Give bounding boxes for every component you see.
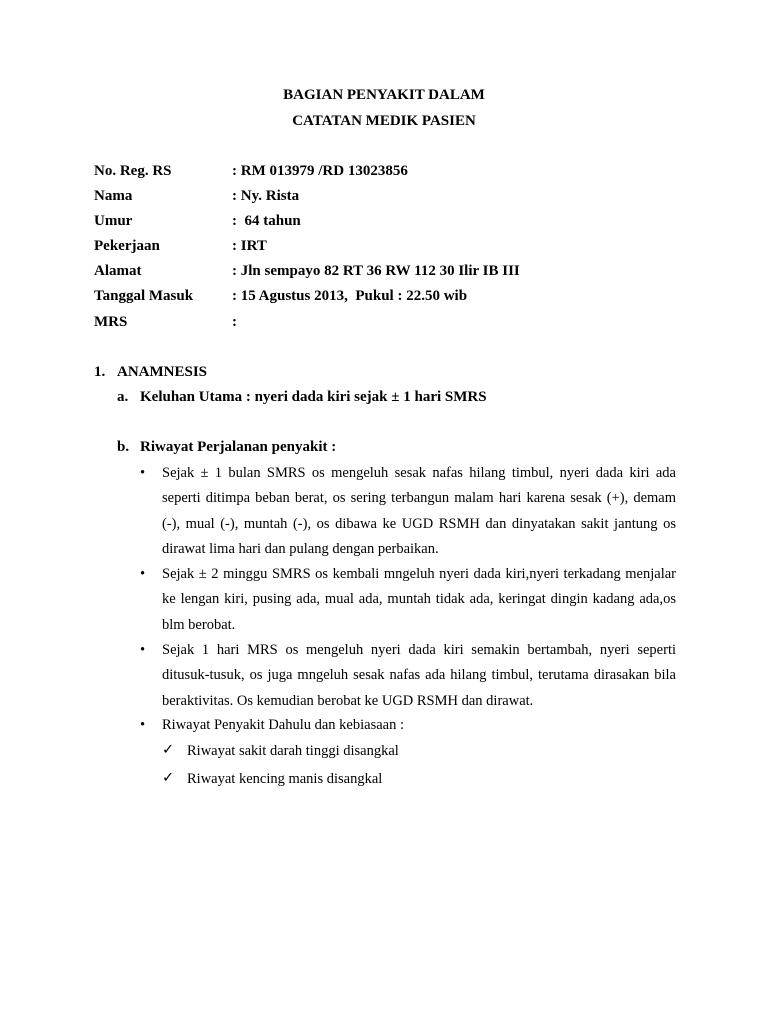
bullet-icon: • bbox=[140, 642, 146, 658]
field-label-name: Nama bbox=[94, 188, 133, 204]
bullet-icon: • bbox=[140, 465, 146, 481]
history-item-hypertension: Riwayat sakit darah tinggi disangkal bbox=[187, 743, 399, 759]
history-paragraph-1: Sejak ± 1 bulan SMRS os mengeluh sesak nafas hilang timbul, nyeri dada kiri ada seperti ditimpa beban berat, os sering terbangun malam hari karena sesak (+), demam (-), mual (-), muntah (-), os dibawa ke UGD RSMH dan dinyatakan sakit jantung os dirawat lima hari dan pulang dengan perbaikan. bbox=[162, 465, 676, 557]
bullet-icon: • bbox=[140, 566, 146, 582]
item-a-marker: a. bbox=[117, 389, 129, 405]
field-value-admission: : 15 Agustus 2013, Pukul : 22.50 wib bbox=[232, 288, 468, 304]
field-label-age: Umur bbox=[94, 213, 133, 229]
field-label-job: Pekerjaan bbox=[94, 238, 160, 254]
item-b-marker: b. bbox=[117, 439, 130, 455]
check-icon: ✓ bbox=[162, 742, 175, 758]
field-value-age: : 64 tahun bbox=[232, 213, 301, 229]
bullet-icon: • bbox=[140, 717, 146, 733]
record-title: CATATAN MEDIK PASIEN bbox=[292, 113, 476, 129]
check-icon: ✓ bbox=[162, 770, 175, 786]
section-title-anamnesis: ANAMNESIS bbox=[117, 364, 208, 380]
past-history-heading: Riwayat Penyakit Dahulu dan kebiasaan : bbox=[162, 717, 405, 733]
field-value-mrs: : bbox=[232, 314, 237, 330]
field-label-address: Alamat bbox=[94, 263, 142, 279]
field-label-mrs: MRS bbox=[94, 314, 128, 330]
field-label-reg: No. Reg. RS bbox=[94, 163, 172, 179]
history-heading: Riwayat Perjalanan penyakit : bbox=[140, 439, 337, 455]
department-title: BAGIAN PENYAKIT DALAM bbox=[283, 87, 485, 103]
field-label-admission: Tanggal Masuk bbox=[94, 288, 194, 304]
section-number: 1. bbox=[94, 364, 106, 380]
field-value-reg: : RM 013979 /RD 13023856 bbox=[232, 163, 408, 179]
chief-complaint: Keluhan Utama : nyeri dada kiri sejak ± 1 hari SMRS bbox=[140, 389, 487, 405]
field-value-address: : Jln sempayo 82 RT 36 RW 112 30 Ilir IB III bbox=[232, 263, 520, 279]
history-paragraph-2: Sejak ± 2 minggu SMRS os kembali mngeluh nyeri dada kiri,nyeri terkadang menjalar ke lengan kiri, pusing ada, mual ada, muntah tidak ada, keringat dingin kadang ada,os blm berobat. bbox=[162, 566, 676, 633]
field-value-name: : Ny. Rista bbox=[232, 188, 300, 204]
history-paragraph-3: Sejak 1 hari MRS os mengeluh nyeri dada kiri semakin bertambah, nyeri seperti ditusuk-tusuk, os juga mngeluh sesak nafas ada hilang timbul, terutama dirasakan bila beraktivitas. Os kemudian berobat ke UGD RSMH dan dirawat. bbox=[162, 642, 676, 709]
history-item-diabetes: Riwayat kencing manis disangkal bbox=[187, 771, 383, 787]
field-value-job: : IRT bbox=[232, 238, 267, 254]
